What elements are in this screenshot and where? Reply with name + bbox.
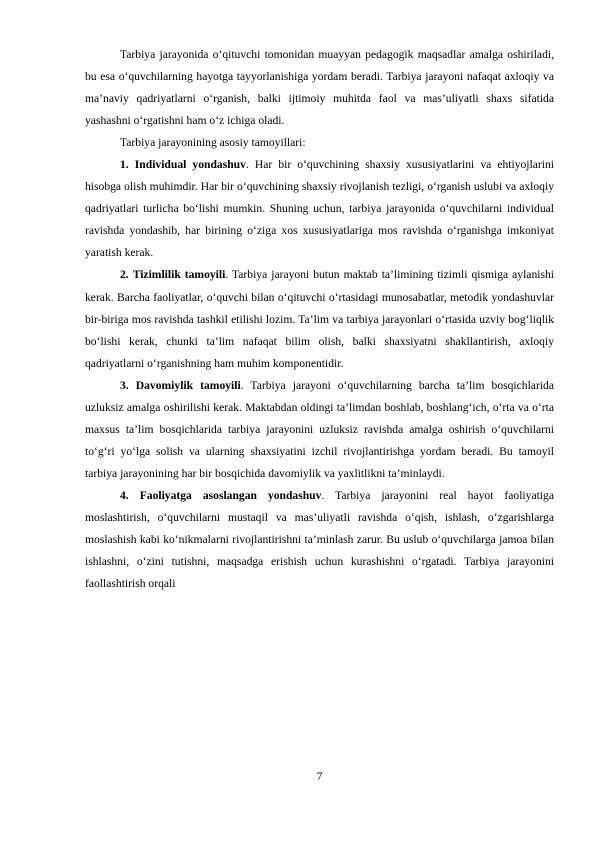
- principle-number-2: 2.: [120, 268, 129, 282]
- principle-number-4: 4.: [120, 488, 129, 502]
- principle-paragraph-2: [85, 264, 554, 374]
- principle-text-3: . Tarbiya jarayoni o‘quvchilarning barcha ta’lim bosqichlarida uzluksiz amalga oshirilishi kerak. Maktabdan oldingi ta’limdan boshlab, boshlang‘ich, o‘rta va o‘rta maxsus ta’lim bosqichlarida tarbiya jarayonini uzluksiz ravishda amalga oshirish o‘quvchilarni to‘g‘ri yo‘lga solish va ularning shaxsiyatini izchil rivojlantirishga yordam beradi. Bu tamoyil tarbiya jarayonining har bir bosqichida davomiylik va yaxlitlikni ta’minlaydi.: [85, 378, 554, 480]
- principle-title-4: Faoliyatga asoslangan yondashuv: [139, 488, 322, 502]
- principle-title-1: Individual yondashuv: [134, 158, 246, 172]
- principle-title-2: Tizimlilik tamoyili: [132, 268, 226, 282]
- principle-paragraph-1: [85, 154, 554, 264]
- principles-heading: Tarbiya jarayonining asosiy tamoyillari:: [120, 136, 306, 150]
- principle-title-3: Davomiylik tamoyili: [135, 378, 241, 392]
- principle-number-3: 3.: [120, 378, 129, 392]
- principle-number-1: 1.: [120, 158, 129, 172]
- principle-paragraph-4: [85, 485, 554, 595]
- intro-paragraph: Tarbiya jarayonida o‘qituvchi tomonidan muayyan pedagogik maqsadlar amalga oshiriladi, bu esa o‘quvchilarning hayotga tayyorlanishiga yordam beradi. Tarbiya jarayoni nafaqat axloqiy va ma’naviy qadriyatlarni o‘rganish, balki ijtimoiy muhitda faol va mas’uliyatli shaxs sifatida yashashni o‘rgatishni ham o‘z ichiga oladi.: [85, 48, 554, 128]
- principle-text-4: . Tarbiya jarayonini real hayot faoliyatiga moslashtirish, o‘quvchilarni mustaqil va mas’uliyatli ravishda o‘qish, ishlash, o‘zgarishlarga moslashish kabi ko‘nikmalarni rivojlantirishni ta’minlash zarur. Bu uslub o‘quvchilarga jamoa bilan ishlashni, o‘zini tutishni, maqsadga erishish uchun kurashishni o‘rgatadi. Tarbiya jarayonini faollashtirish orqali: [85, 488, 554, 591]
- principle-text-2: . Tarbiya jarayoni butun maktab ta’limining tizimli qismiga aylanishi kerak. Barcha faoliyatlar, o‘quvchi bilan o‘qituvchi o‘rtasidagi munosabatlar, metodik yondashuvlar bir-biriga mos ravishda tashkil etilishi lozim. Ta’lim va tarbiya jarayonlari o‘rtasida uzviy bog‘liqlik bo‘lishi kerak, chunki ta’lim nafaqat bilim olish, balki shaxsiyatni shakllantirish, axloqiy qadriyatlarni o‘rganishning ham muhim komponentidir.: [85, 268, 554, 370]
- body-text: [85, 44, 554, 595]
- principle-paragraph-3: [85, 375, 554, 485]
- principle-text-1: . Har bir o‘quvchining shaxsiy xususiyatlarini va ehtiyojlarini hisobga olish muhimdir. Har bir o‘quvchining shaxsiy rivojlanish tezligi, o‘rganish uslubi va axloqiy qadriyatlari turlicha bo‘lishi mumkin. Shuning uchun, tarbiya jarayonida o‘quvchilarni individual ravishda yondashib, har birining o‘ziga xos xususiyatlariga mos ravishda o‘rganishga imkoniyat yaratish kerak.: [85, 158, 554, 260]
- page-number: 7: [316, 770, 323, 783]
